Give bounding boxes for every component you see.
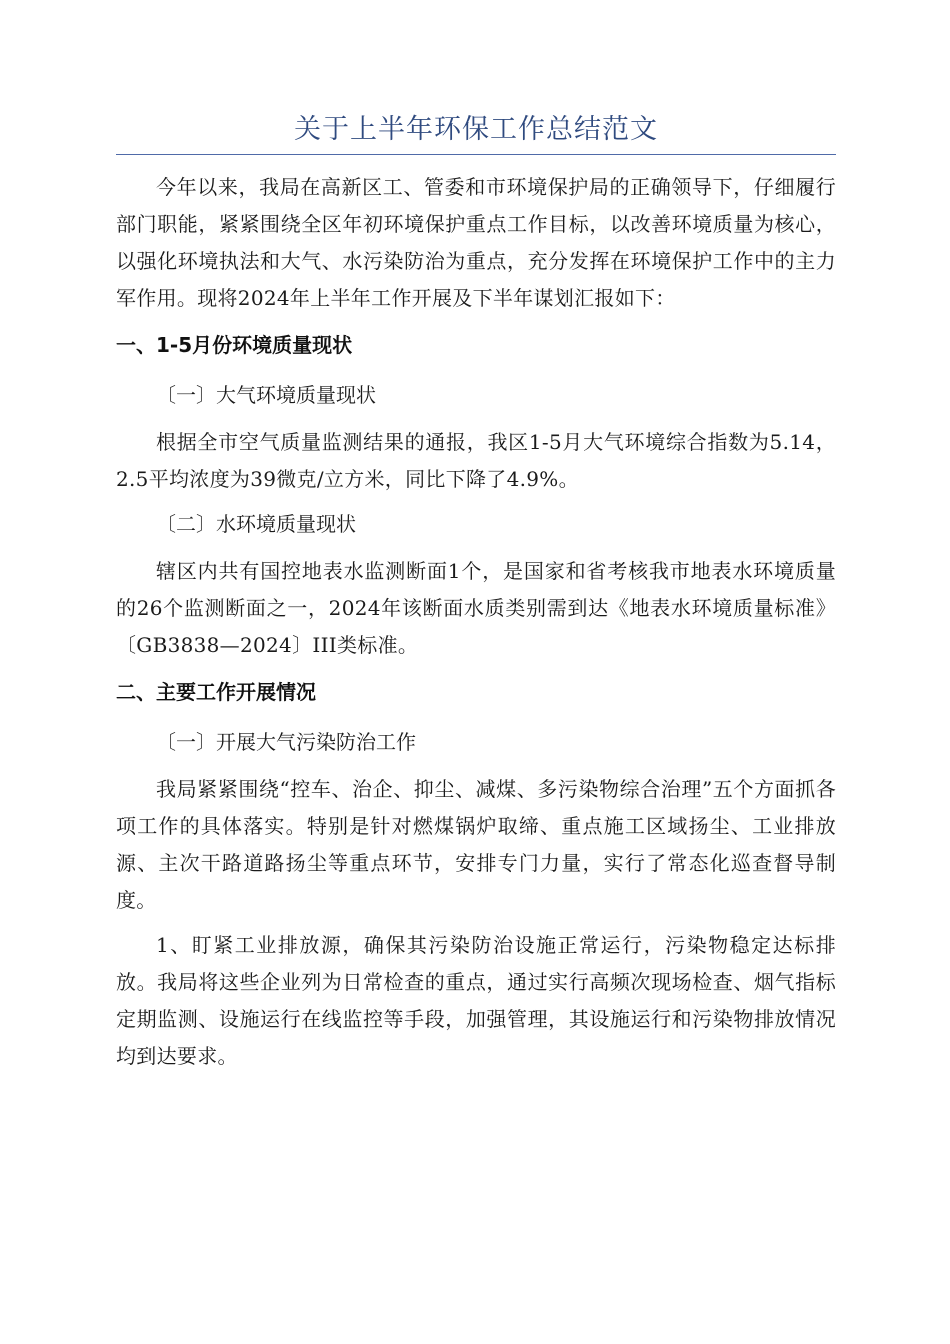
section-2-item-1: 1、盯紧工业排放源，确保其污染防治设施正常运行，污染物稳定达标排放。我局将这些企业列为日常检查的重点，通过实行高频次现场检查、烟气指标定期监测、设施运行在线监控等手段，加强管理，其设施运行和污染物排放情况均到达要求。 bbox=[116, 933, 836, 1068]
section-2-heading: 二、主要工作开展情况 bbox=[116, 680, 316, 704]
section-1-sub-1-title: 〔一〕大气环境质量现状 bbox=[156, 383, 376, 407]
document-body bbox=[116, 108, 836, 1083]
intro-paragraph: 今年以来，我局在高新区工、管委和市环境保护局的正确领导下，仔细履行部门职能，紧紧围绕全区年初环境保护重点工作目标，以改善环境质量为核心，以强化环境执法和大气、水污染防治为重点，充分发挥在环境保护工作中的主力军作用。现将2024年上半年工作开展及下半年谋划汇报如下： bbox=[116, 175, 836, 310]
document-title: 关于上半年环保工作总结范文 bbox=[294, 114, 658, 145]
section-1-sub-1-text: 根据全市空气质量监测结果的通报，我区1-5月大气环境综合指数为5.14，2.5平均浓度为39微克/立方米，同比下降了4.9%。 bbox=[116, 430, 836, 491]
section-1-heading: 一、1-5月份环境质量现状 bbox=[116, 333, 353, 357]
title-underline bbox=[116, 154, 836, 155]
section-2-sub-1-text: 我局紧紧围绕“控车、治企、抑尘、减煤、多污染物综合治理”五个方面抓各项工作的具体落实。特别是针对燃煤锅炉取缔、重点施工区域扬尘、工业排放源、主次干路道路扬尘等重点环节，安排专门力量，实行了常态化巡查督导制度。 bbox=[116, 777, 836, 912]
section-1-sub-2-text: 辖区内共有国控地表水监测断面1个，是国家和省考核我市地表水环境质量的26个监测断面之一，2024年该断面水质类别需到达《地表水环境质量标准》〔GB3838—2024〕III类标准。 bbox=[116, 559, 836, 657]
section-2-sub-1-title: 〔一〕开展大气污染防治工作 bbox=[156, 730, 416, 754]
section-1-sub-2-title: 〔二〕水环境质量现状 bbox=[156, 512, 356, 536]
